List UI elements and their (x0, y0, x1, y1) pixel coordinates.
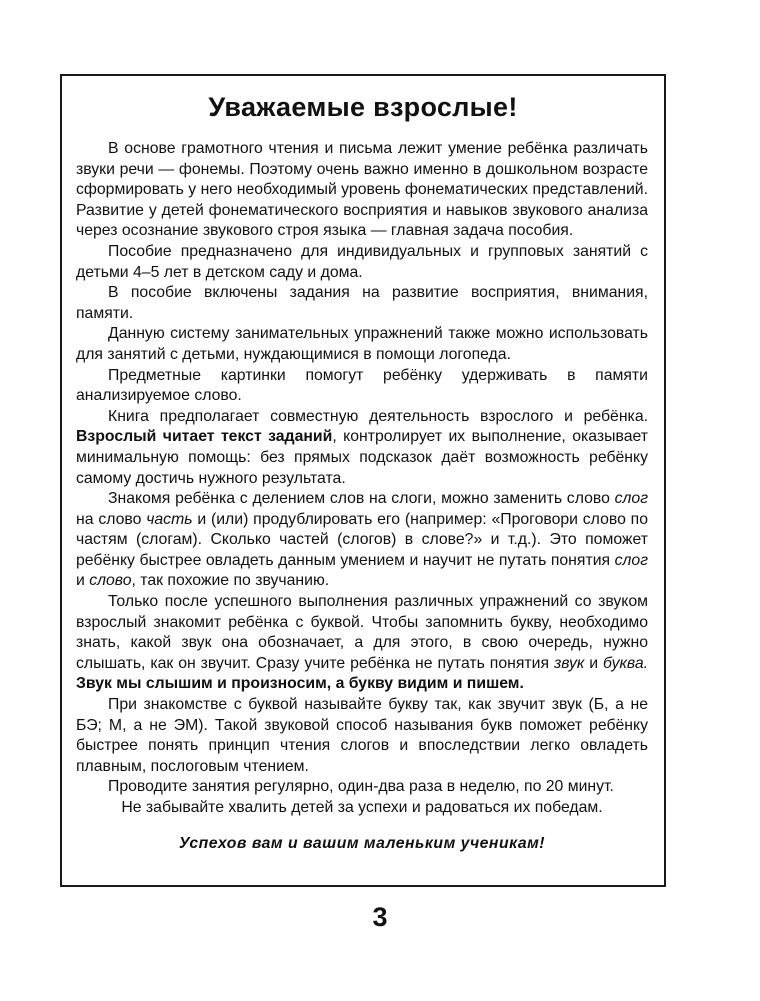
paragraph (76, 324, 648, 365)
text-run: , контролирует их выполнение, оказывает минимальную помощь: без прямых подсказок даёт возможность ребёнку самому достичь нужного результата. (76, 428, 648, 487)
text-run: Только после успешного выполнения различных упражнений со звуком взрослый знакомит ребёнка с буквой. Чтобы запомнить букву, необходимо знать, какой звук она обозначает, а для этого, в свою очередь, нужно слышать, как он звучит. Сразу учите ребёнка не путать понятия (76, 593, 648, 672)
page-number: 3 (372, 902, 388, 932)
paragraph (76, 407, 648, 489)
italic-text-run: слово (89, 572, 132, 590)
text-frame (60, 74, 666, 887)
text-run: Пособие предназначено для индивидуальных и групповых занятий с детьми 4–5 лет в детском саду и дома. (76, 242, 648, 281)
italic-text-run: слог (614, 490, 648, 508)
paragraph (76, 242, 648, 283)
text-run: и (или) продублировать его (например: «Проговори слово по частям (слогам). Сколько частей (слогов) в слове?» и т.д.). Это поможет ребёнку быстрее овладеть данным умением и научит не путать понятия (76, 510, 648, 569)
text-run: В пособие включены задания на развитие восприятия, внимания, памяти. (76, 284, 648, 322)
italic-text-run: часть (146, 510, 193, 528)
paragraph (76, 489, 648, 592)
text-run: При знакомстве с буквой называйте букву так, как звучит звук (Б, а не БЭ; М, а не ЭМ). Такой звуковой способ называния букв поможет ребёнку быстрее понять принцип чтения слогов и впоследствии легко овладеть плавным, послоговым чтением. (76, 696, 648, 775)
text-run: и (584, 654, 604, 672)
paragraph (76, 695, 648, 777)
text-run: на слово (76, 510, 147, 528)
italic-text-run: слог (614, 551, 648, 569)
page-title: Уважаемые взрослые! (208, 92, 518, 122)
closing-line: Не забывайте хвалить детей за успехи и радоваться их победам. (121, 799, 603, 816)
text-run: и (76, 572, 90, 590)
text-run: В основе грамотного чтения и письма лежит умение ребёнка различать звуки речи — фонемы. Поэтому очень важно именно в дошкольном возрасте сформировать у него необходимый уровень фонематических представлений. Развитие у детей фонематического восприятия и навыков звукового анализа через осознание звукового строя языка — главная задача пособия. (76, 140, 648, 240)
text-run: Данную систему занимательных упражнений также можно использовать для занятий с детьми, нуждающимися в помощи логопеда. (76, 325, 648, 363)
paragraph (76, 366, 648, 407)
text-run: , так похожие по звучанию. (131, 572, 330, 590)
text-run: Предметные картинки помогут ребёнку удерживать в памяти анализируемое слово. (76, 366, 648, 405)
italic-text-run: звук (553, 654, 585, 672)
final-wish: Успехов вам и вашим маленьким ученикам! (178, 834, 546, 852)
paragraph (76, 139, 648, 242)
text-run: Книга предполагает совместную деятельность взрослого и ребёнка. (108, 407, 648, 425)
bold-text-run: Звук мы слышим и произносим, а букву видим и пишем. (76, 675, 524, 693)
italic-text-run: буква. (603, 654, 648, 672)
paragraph (76, 283, 648, 324)
paragraph (76, 592, 648, 695)
text-run: Проводите занятия регулярно, один-два раза в неделю, по 20 минут. (108, 778, 614, 796)
paragraph (76, 777, 648, 798)
bold-text-run: Взрослый читает текст заданий (76, 428, 333, 446)
text-run: Знакомя ребёнка с делением слов на слоги, можно заменить слово (108, 490, 615, 508)
body-text (76, 139, 648, 854)
